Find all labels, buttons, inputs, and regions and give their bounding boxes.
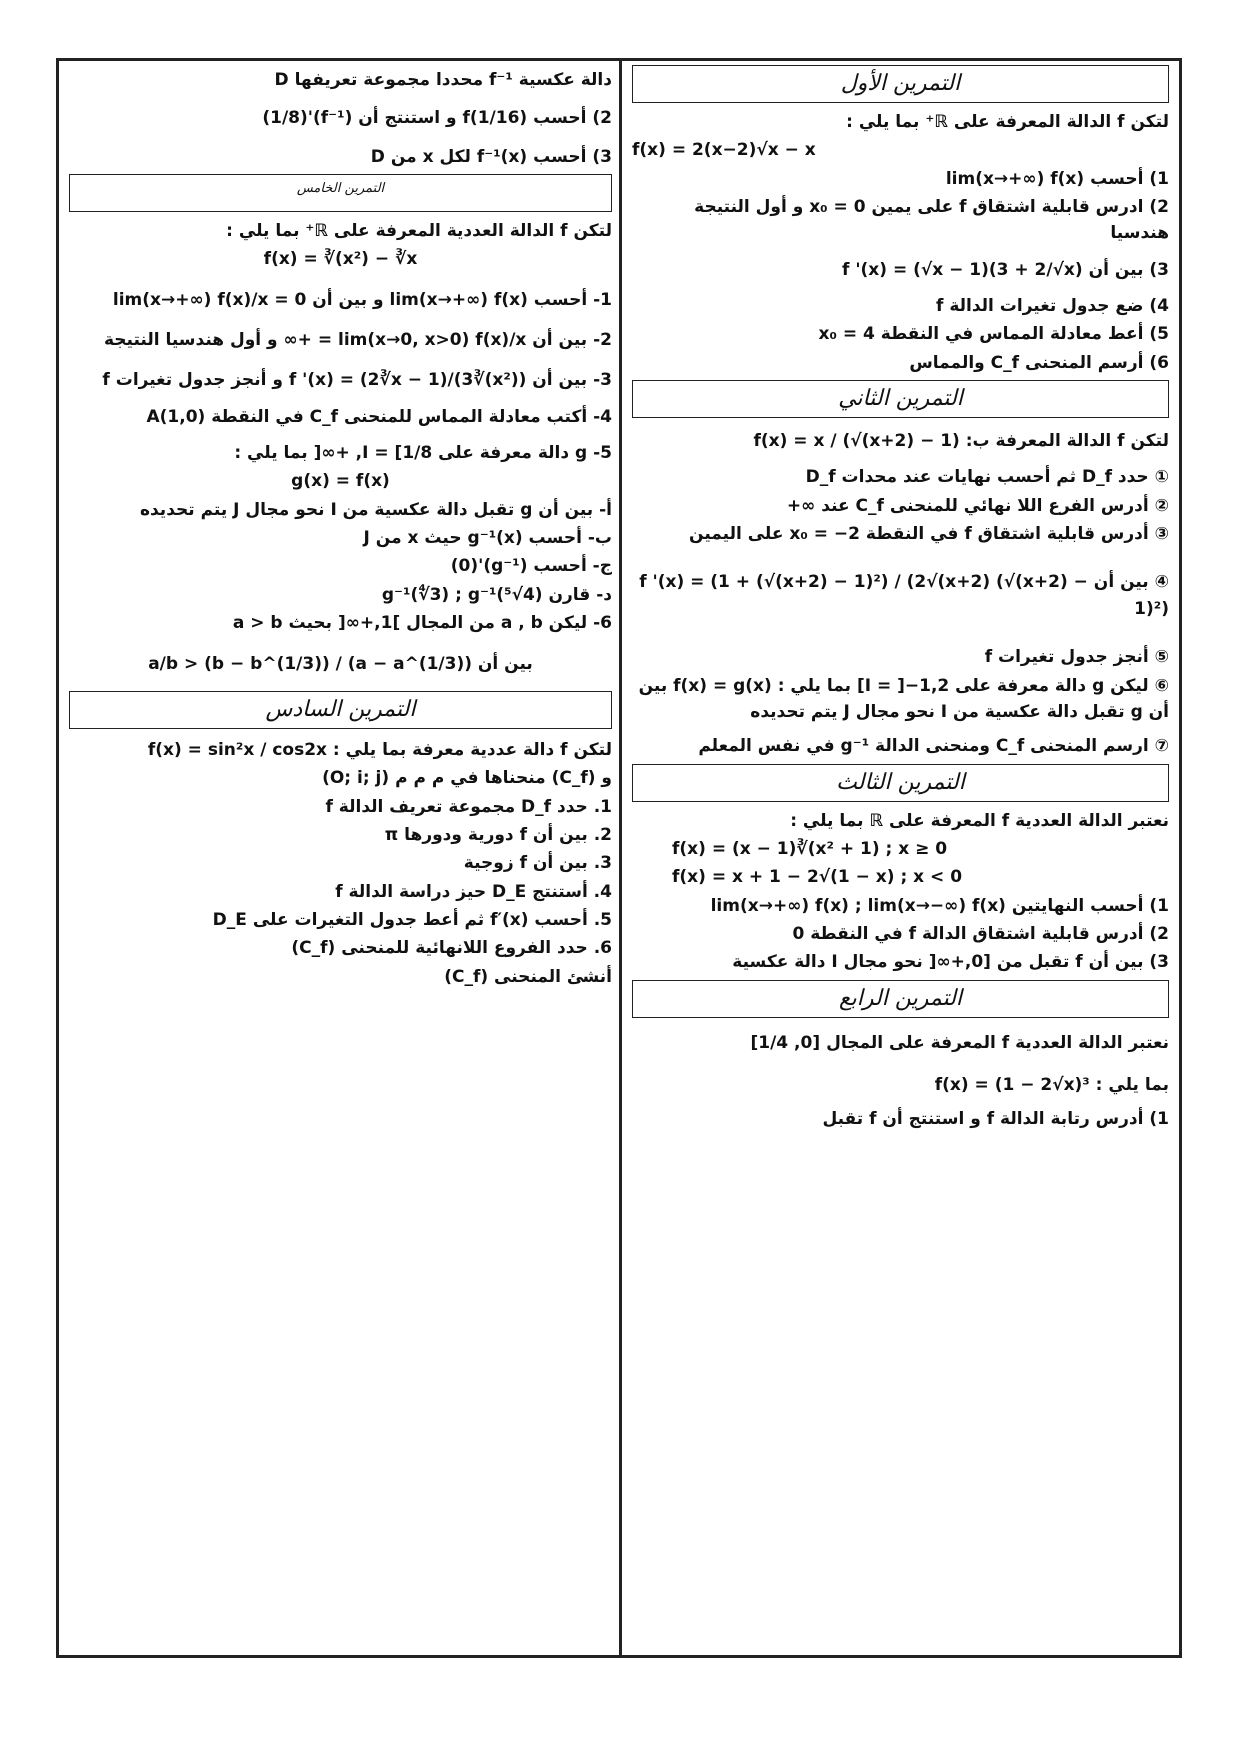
ex1-line: 1) أحسب lim(x→+∞) f(x) [945, 168, 1169, 189]
ex3-line: f(x) = (x − 1)∛(x² + 1) ; x ≥ 0 [672, 838, 948, 859]
ex1-line: لتكن f الدالة المعرفة على ℝ⁺ بما يلي : [846, 112, 1169, 132]
ex2-line: ① حدد D_f ثم أحسب نهايات عند محدات D_f [805, 467, 1169, 488]
ex2-line: ② أدرس الفرع اللا نهائي للمنحنى C_f عند ∞+ [786, 495, 1169, 516]
ex4-line: 3) أحسب f⁻¹(x) لكل x من D [370, 146, 612, 167]
ex1-line: 3) بين أن f '(x) = (√x − 1)(3 + 2/√x) [842, 259, 1169, 280]
ex3-line: 3) بين أن f تقبل من [0,+∞[ نحو مجال I دالة عكسية [732, 952, 1169, 973]
ex2-line: لتكن f الدالة المعرفة ب: f(x) = x / (√(x+2) − 1) [753, 431, 1169, 452]
page-frame [56, 58, 1182, 1658]
ex4-line: دالة عكسية f⁻¹ محددا مجموعة تعريفها D [274, 70, 612, 90]
ex4-line: نعتبر الدالة العددية f المعرفة على المجال [0, 1/4] [750, 1032, 1169, 1053]
ex4-line: 1) أدرس رتابة الدالة f و استنتج أن f تقبل [822, 1109, 1169, 1130]
ex2-title: التمرين الثاني [632, 380, 1169, 418]
ex6-line: 2. بين أن f دورية ودورها π [384, 824, 612, 845]
ex3-line: 1) أحسب النهايتين lim(x→+∞) f(x) ; lim(x→−∞) f(x) [710, 895, 1169, 916]
ex4-line: بما يلي : f(x) = (1 − 2√x)³ [934, 1074, 1169, 1095]
ex5-line: ج- أحسب (g⁻¹)'(0) [450, 556, 612, 577]
ex1-line: f(x) = 2(x−2)√x − x [632, 140, 816, 161]
ex6-line: 3. بين أن f زوجية [463, 853, 612, 874]
ex4-line: 2) أحسب f(1/16) و استنتج أن (f⁻¹)'(1/8) [262, 108, 612, 129]
left-column [59, 61, 622, 1655]
ex1-line: 2) ادرس قابلية اشتقاق f على يمين 0 = x₀ و أول النتيجة هندسيا [694, 197, 1169, 244]
right-column [619, 61, 1179, 1655]
ex6-line: 6. حدد الفروع اللانهائية للمنحنى (C_f) [291, 938, 612, 959]
ex5-title: التمرين الخامس [69, 174, 612, 212]
ex3-line: نعتبر الدالة العددية f المعرفة على ℝ بما يلي : [790, 810, 1169, 831]
ex1-line: 6) أرسم المنحنى C_f والمماس [909, 352, 1169, 373]
ex6-line: و (C_f) منحناها في م م م (O; i; j) [322, 768, 612, 789]
ex2-line: ⑤ أنجز جدول تغيرات f [984, 647, 1169, 668]
ex5-line: أ- بين أن g تقبل دالة عكسية من I نحو مجال J يتم تحديده [139, 499, 612, 520]
ex1-line: 4) ضع جدول تغيرات الدالة f [936, 296, 1169, 317]
ex6-line: 5. أحسب f′(x) ثم أعط جدول التغيرات على D_E [212, 909, 612, 930]
ex5-line: 1- أحسب lim(x→+∞) f(x) و بين أن lim(x→+∞) f(x)/x = 0 [112, 289, 612, 310]
ex3-title: التمرين الثالث [632, 764, 1169, 802]
ex1-title: التمرين الأول [632, 65, 1169, 103]
ex3-line: 2) أدرس قابلية اشتقاق الدالة f في النقطة 0 [792, 923, 1169, 944]
ex1-line: 5) أعط معادلة المماس في النقطة x₀ = 4 [818, 324, 1169, 345]
ex5-line: ب- أحسب g⁻¹(x) حيث x من J [363, 528, 612, 549]
ex6-line: لتكن f دالة عددية معرفة بما يلي : f(x) = sin²x / cos2x [147, 739, 612, 760]
ex5-line: g(x) = f(x) [291, 471, 390, 492]
ex5-line: لتكن f الدالة العددية المعرفة على ℝ⁺ بما يلي : [226, 221, 612, 242]
ex2-line: ⑦ ارسم المنحنى C_f ومنحنى الدالة g⁻¹ في نفس المعلم [698, 736, 1169, 757]
ex5-line: 5- g دالة معرفة على I = [1/8, +∞[ بما يلي : [234, 443, 612, 464]
ex2-line: ③ أدرس قابلية اشتقاق f في النقطة x₀ = −2 على اليمين [689, 524, 1169, 545]
ex5-line: د- قارن g⁻¹(∜3) ; g⁻¹(⁵√4) [381, 584, 612, 605]
ex5-line: 4- أكتب معادلة المماس للمنحنى C_f في النقطة A(1,0) [146, 406, 612, 427]
ex5-line: f(x) = ∛(x²) − ∛x [263, 249, 418, 270]
ex5-line: 6- ليكن a , b من المجال ]1,+∞[ بحيث a > b [232, 613, 612, 634]
ex5-line: بين أن a/b > (b − b^(1/3)) / (a − a^(1/3)) [148, 653, 533, 674]
ex4-title: التمرين الرابع [632, 980, 1169, 1018]
ex6-line: 4. أستنتج D_E حيز دراسة الدالة f [335, 881, 612, 902]
ex6-line: أنشئ المنحنى (C_f) [444, 966, 612, 987]
ex5-line: 2- بين أن lim(x→0, x>0) f(x)/x = +∞ و أول هندسيا النتيجة [103, 330, 612, 351]
ex2-line: ⑥ ليكن g دالة معرفة على I = ]−1,2] بما يلي : f(x) = g(x) بين أن g تقبل دالة عكسية من I نحو مجال J يتم تحديده [638, 675, 1169, 722]
ex3-line: f(x) = x + 1 − 2√(1 − x) ; x < 0 [672, 867, 963, 888]
ex5-line: 3- بين أن f '(x) = (2∛x − 1)/(3∛(x²)) و أنجز جدول تغيرات f [102, 370, 612, 391]
ex2-line: ④ بين أن f '(x) = (1 + (√(x+2) − 1)²) / (2√(x+2) (√(x+2) − 1)²) [639, 572, 1169, 619]
ex6-line: 1. حدد D_f مجموعة تعريف الدالة f [325, 796, 612, 817]
ex6-title: التمرين السادس [69, 691, 612, 729]
